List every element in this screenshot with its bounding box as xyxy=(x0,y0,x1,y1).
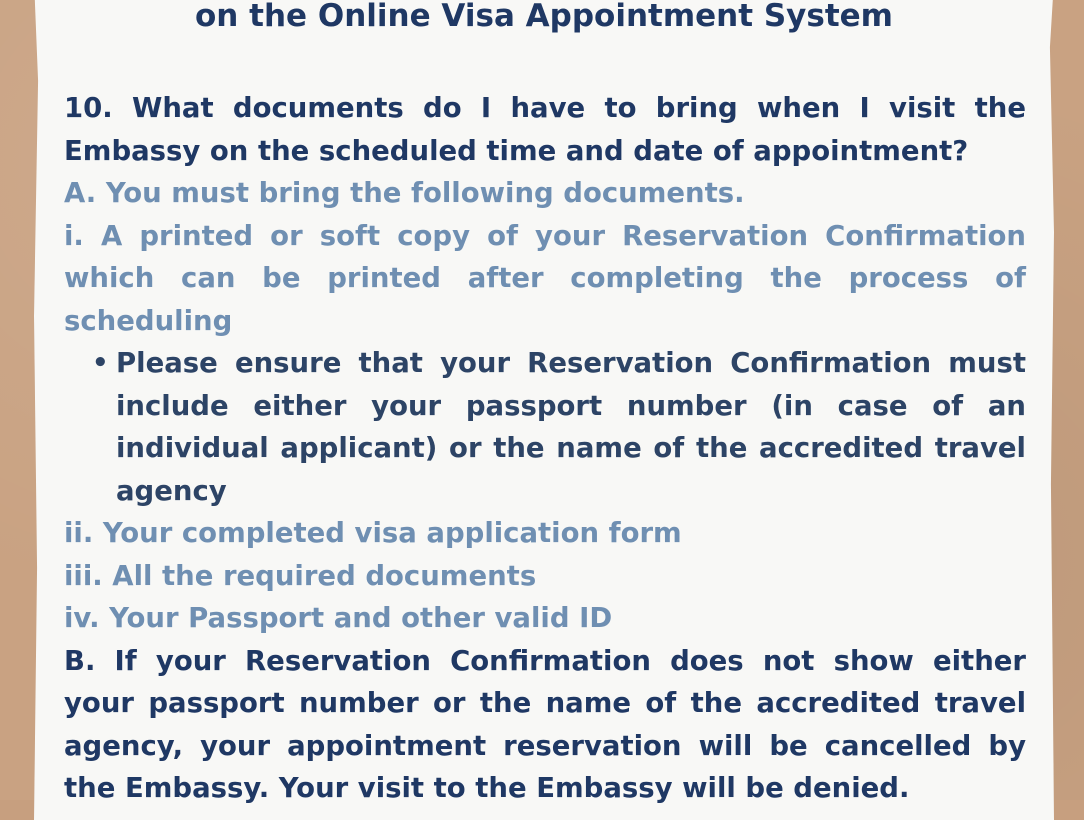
answer-b: B. If your Reservation Confirmation does not show either your passport number or the name of the accredited travel agency, your appointment reservation will be cancelled by the Embassy. Your visit to the Embassy will be denied. xyxy=(64,644,1026,804)
bullet-dot-icon: • xyxy=(92,348,109,378)
faq-item xyxy=(64,87,1026,810)
document-item-iv: iv. Your Passport and other valid ID xyxy=(64,602,613,634)
bullet-text: Please ensure that your Reservation Confirmation must include either your passport number (in case of an individual applicant) or the name of the accredited travel agency xyxy=(116,347,1026,507)
bullet-note xyxy=(64,342,1026,512)
header-title: on the Online Visa Appointment System xyxy=(195,0,893,34)
faq-question: 10. What documents do I have to bring when I visit the Embassy on the scheduled time and date of appointment? xyxy=(64,92,1026,167)
answer-a-intro: A. You must bring the following documents. xyxy=(64,177,745,209)
document-item-ii: ii. Your completed visa application form xyxy=(64,517,682,549)
document-item-iii: iii. All the required documents xyxy=(64,559,537,592)
document-item-i: i. A printed or soft copy of your Reservation Confirmation which can be printed after completing the process of scheduling xyxy=(64,219,1026,337)
